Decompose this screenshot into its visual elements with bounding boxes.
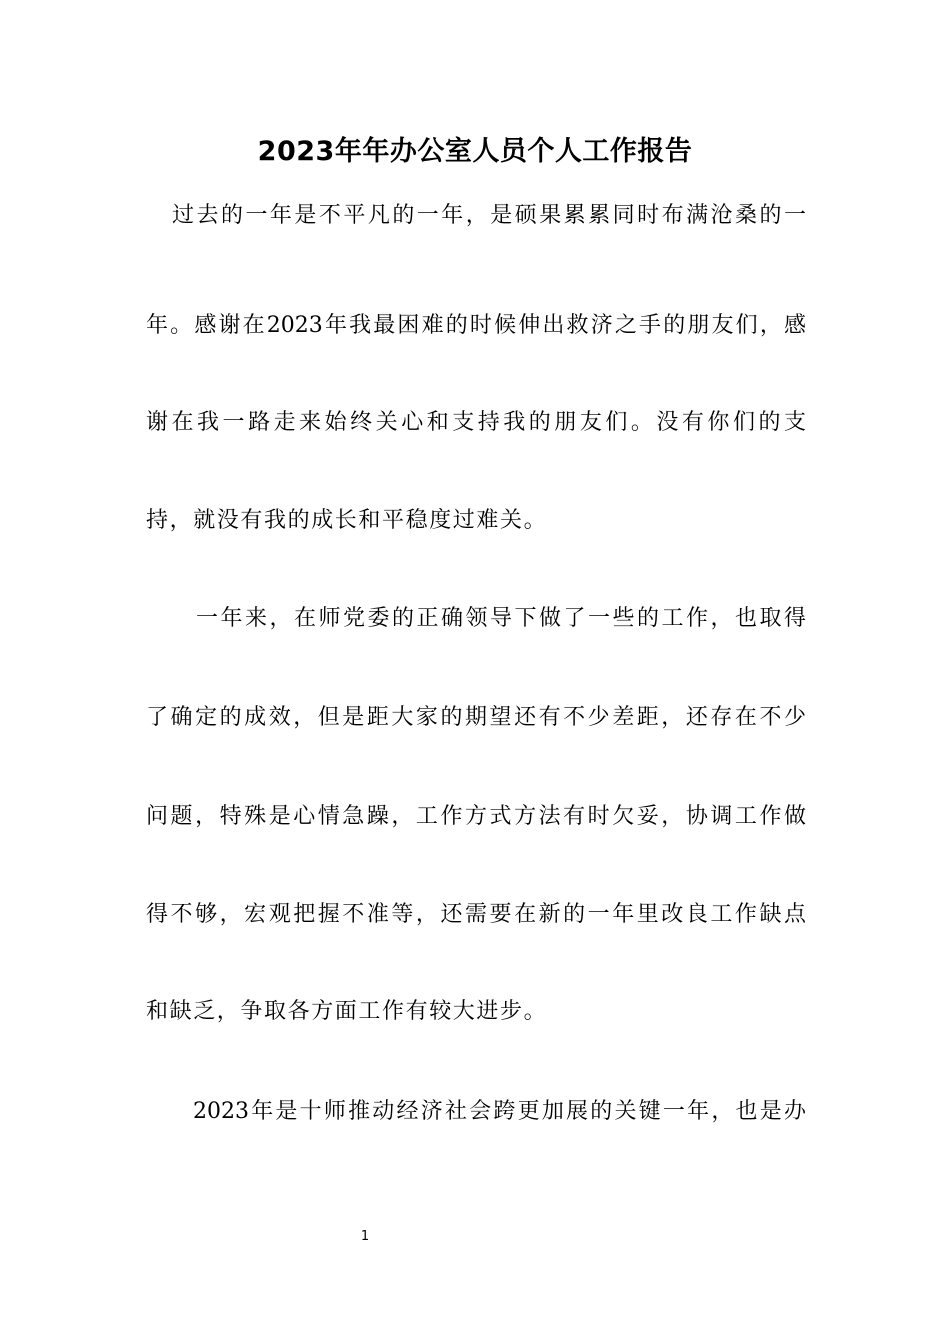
paragraph-1-line-2: 年。感谢在2023年我最困难的时候伸出救济之手的朋友们，感 — [146, 313, 806, 338]
paragraph-3-line-1: 2023年是十师推动经济社会跨更加展的关键一年，也是办 — [193, 1099, 806, 1124]
page-number: 1 — [360, 1229, 370, 1244]
paragraph-2-line-2: 了确定的成效，但是距大家的期望还有不少差距，还存在不少 — [146, 705, 806, 730]
document-title: 2023年年办公室人员个人工作报告 — [257, 136, 693, 167]
paragraph-1-line-3: 谢在我一路走来始终关心和支持我的朋友们。没有你们的支 — [146, 410, 806, 435]
paragraph-2-line-4: 得不够，宏观把握不准等，还需要在新的一年里改良工作缺点 — [146, 902, 806, 927]
paragraph-2-line-5: 和缺乏，争取各方面工作有较大进步。 — [146, 999, 548, 1024]
paragraph-2-line-3: 问题，特殊是心情急躁，工作方式方法有时欠妥，协调工作做 — [146, 804, 806, 829]
paragraph-2-line-1: 一年来，在师党委的正确领导下做了一些的工作，也取得 — [196, 606, 806, 631]
paragraph-1-line-4: 持，就没有我的成长和平稳度过难关。 — [146, 508, 548, 533]
paragraph-1-line-1: 过去的一年是不平凡的一年，是硕果累累同时布满沧桑的一 — [172, 203, 806, 228]
